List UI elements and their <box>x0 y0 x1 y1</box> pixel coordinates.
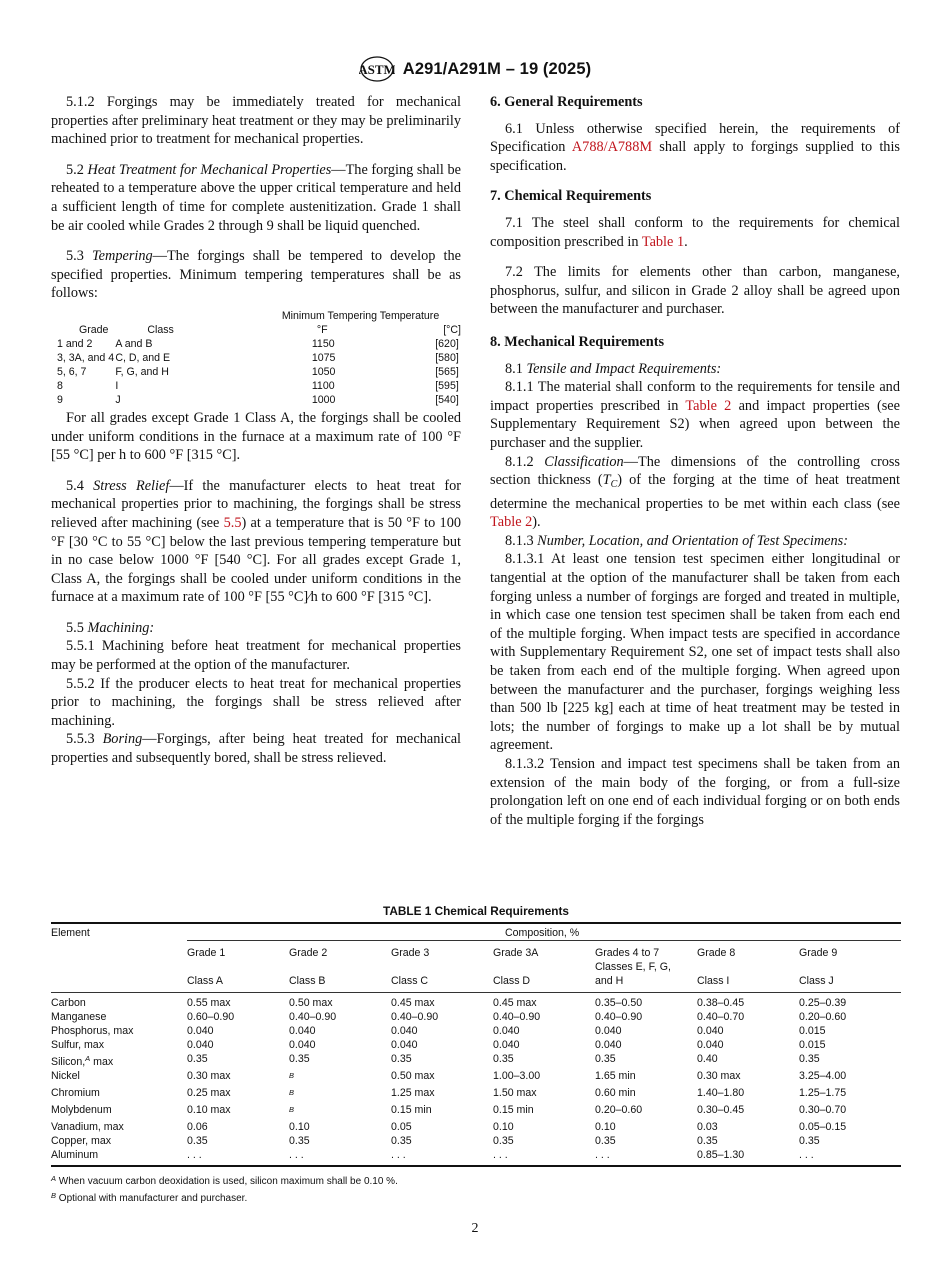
element-name: Sulfur, max <box>51 1039 104 1051</box>
table-row: 9 J 1000 [540] <box>57 393 459 406</box>
tempering-group-header: Minimum Tempering Temperature <box>281 309 440 322</box>
table-row <box>51 1134 901 1148</box>
table-cell: . . . <box>595 1148 697 1166</box>
paragraph-5-5-1: 5.5.1 Machining before heat treatment for mechanical properties may be performed at the option of the manufacturer. <box>51 638 462 674</box>
paragraph-8-1-3-1: 8.1.3.1 At least one tension test specimen either longitudinal or tangential at the option of the manufacturer shall be taken from each forging unless a number of forgings are forged and treated in multiple, in which case one tension test specimen shall be taken from each end of the multiple forging. When impact tests are specified in accordance with Supplementary Requirement S2, one set of impact tests shall also be taken from each end of the multiple forging. When agreed upon between the manufacturer and the purchaser, forgings weighing less than 500 lb [225 kg] each at time of heat treatment may be tested in lots; the number of forgings to make up a lot shall be by mutual agreement. <box>490 551 900 754</box>
table-cell: 0.040 <box>697 1039 724 1051</box>
element-name: Silicon,$^A$ max <box>51 1054 114 1068</box>
table-row <box>51 1024 901 1038</box>
table-cell: 0.35 <box>697 1135 718 1147</box>
section-title: Tempering <box>92 248 153 265</box>
paragraph-6-1: 6.1 Unless otherwise specified herein, the requirements of Specification A788/A788M shall apply to forgings supplied to this specification. <box>490 120 900 174</box>
link-section-5-5[interactable]: 5.5 <box>223 514 242 531</box>
element-name: Manganese <box>51 1011 107 1023</box>
section-heading-7: 7. Chemical Requirements <box>490 188 652 205</box>
table-cell: 0.35 <box>187 1135 208 1147</box>
section-title: Heat Treatment for Mechanical Properties <box>87 161 332 178</box>
table-cell: 0.040 <box>187 1025 214 1037</box>
table-cell: 0.30–0.70 <box>799 1104 847 1116</box>
table-cell: 0.040 <box>289 1025 316 1037</box>
table-cell: 0.040 <box>187 1039 214 1051</box>
paragraph-8-1-2: 8.1.2 Classification—The dimensions of the controlling cross section thickness $(T_C)$ of the forging at the time of heat treatment determine the mechanical properties to be met within each class (see Table 2). <box>490 453 900 531</box>
chemical-requirements-table <box>51 904 901 1205</box>
table-cell: 0.40–0.90 <box>391 1011 439 1023</box>
table-cell: 0.45 max <box>493 997 537 1009</box>
link-a788[interactable]: A788/A788M <box>571 139 653 156</box>
left-column <box>51 93 461 768</box>
page-number: 2 <box>471 1221 479 1236</box>
element-name: Molybdenum <box>51 1104 112 1116</box>
table-cell: 0.10 max <box>187 1104 231 1116</box>
table-cell: 0.040 <box>289 1039 316 1051</box>
table-cell: 0.40–0.90 <box>289 1011 337 1023</box>
table-cell: 0.40 <box>697 1053 718 1065</box>
column-header: °F <box>316 323 328 336</box>
table-row: 5, 6, 7 F, G, and H 1050 [565] <box>57 365 459 378</box>
table-cell: 0.40–0.90 <box>493 1011 541 1023</box>
link-table-2[interactable]: Table 2 <box>490 514 533 531</box>
table-cell: 1.40–1.80 <box>697 1087 745 1099</box>
document-id: A291/A291M – 19 (2025) <box>402 59 592 78</box>
page-header <box>0 54 950 89</box>
table-cell: 0.35 <box>595 1053 616 1065</box>
table-cell: . . . <box>799 1148 901 1166</box>
table-row: 8 I 1100 [595] <box>57 379 459 392</box>
table-cell: 0.10 <box>493 1121 514 1133</box>
table-cell: 0.55 max <box>187 997 231 1009</box>
footnote-a: $^A$ When vacuum carbon deoxidation is used, silicon maximum shall be 0.10 %. <box>51 1174 398 1187</box>
link-table-2[interactable]: Table 2 <box>685 397 732 414</box>
table-cell: . . . <box>289 1148 391 1166</box>
table-cell: B <box>289 1071 295 1080</box>
table-cell: 0.50 max <box>289 997 333 1009</box>
table-cell: 0.03 <box>697 1121 718 1133</box>
table-cell: 0.015 <box>799 1025 826 1037</box>
svg-text:ASTM: ASTM <box>358 62 395 77</box>
table-cell: 1.65 min <box>595 1070 636 1082</box>
paragraph-5-4: 5.4 Stress Relief—If the manufacturer elects to heat treat for mechanical properties prior to machining, the forgings shall be stress relieved after machining (see 5.5) at a temperature that is 50 °F to 100 °F [30 °C to 55 °C] below the last previous tempering temperature but in no case below 1000 °F [540 °C]. For all grades except Grade 1, Class A, the forgings shall be cooled under uniform conditions in the furnace at a maximum rate of 100 °F [55 °C]⁄h to 600 °F [315 °C]. <box>51 477 461 606</box>
table-cell: 0.35 <box>493 1053 514 1065</box>
section-heading-8: 8. Mechanical Requirements <box>490 333 665 350</box>
table-cell: 3.25–4.00 <box>799 1070 847 1082</box>
table-cell: 0.15 min <box>391 1104 432 1116</box>
table-cell: 0.040 <box>595 1025 622 1037</box>
table-cell: 0.20–0.60 <box>799 1011 847 1023</box>
table-cell: 1.50 max <box>493 1087 537 1099</box>
paragraph-5-1-2: 5.1.2 Forgings may be immediately treated for mechanical properties after preliminary heat treatment or they may be preliminarily machined prior to treatment for mechanical properties. <box>51 94 461 148</box>
table-cell: 0.35 <box>391 1053 412 1065</box>
table-cell: 0.35 <box>391 1135 412 1147</box>
element-name: Chromium <box>51 1087 100 1099</box>
paragraph-5-3: 5.3 Tempering—The forgings shall be tempered to develop the specified properties. Minimum tempering temperatures shall be as follows: <box>51 248 462 302</box>
table-cell: 0.45 max <box>391 997 435 1009</box>
table-row <box>51 1069 901 1086</box>
astm-logo-icon <box>359 54 395 84</box>
table-row <box>51 1103 901 1120</box>
table-cell: 0.40–0.70 <box>697 1011 745 1023</box>
table-cell: . . . <box>187 1148 289 1166</box>
paragraph-7-2: 7.2 The limits for elements other than carbon, manganese, phosphorus, sulfur, and silicon in Grade 2 alloy shall be agreed upon between the manufacturer and purchaser. <box>490 264 900 318</box>
table-cell: 0.040 <box>493 1025 520 1037</box>
table-cell: 0.05 <box>391 1121 412 1133</box>
paragraph-8-1-1: 8.1.1 The material shall conform to the requirements for tensile and impact properties prescribed in Table 2 and impact properties (see Supplementary Requirement S2) when agreed upon between the purchaser and the supplier. <box>490 379 900 451</box>
table-row <box>51 1148 901 1166</box>
table-cell: 1.25–1.75 <box>799 1087 847 1099</box>
table-cell: 0.35 <box>289 1135 310 1147</box>
table-cell: 0.50 max <box>391 1070 435 1082</box>
paragraph-5-3-cooling: For all grades except Grade 1 Class A, the forgings shall be cooled under uniform conditions in the furnace at a maximum rate of 100 °F [55 °C] per h to 600 °F [315 °C]. <box>51 409 461 464</box>
paragraph-5-5: 5.5 Machining: <box>66 619 155 636</box>
table-row <box>51 993 901 1011</box>
table-footnotes <box>51 1172 901 1205</box>
table-cell: 0.60 min <box>595 1087 636 1099</box>
section-heading-6: 6. General Requirements <box>490 94 643 110</box>
table-cell: 0.06 <box>187 1121 208 1133</box>
column-header: Class <box>147 323 174 336</box>
section-title: Stress Relief <box>93 477 170 494</box>
paragraph-7-1: 7.1 The steel shall conform to the requirements for chemical composition prescribed in Table 1. <box>490 214 900 250</box>
section-title: Number, Location, and Orientation of Test Specimens: <box>537 532 848 549</box>
column-header: Grade <box>79 323 109 336</box>
element-header: Element <box>51 923 187 941</box>
table-cell: 0.85–1.30 <box>697 1148 799 1166</box>
class-header-row: Class A Class B Class C Class D and H Class I Class J <box>51 974 901 993</box>
section-title: Tensile and Impact Requirements: <box>526 360 722 377</box>
table-cell: 0.25–0.39 <box>799 997 847 1009</box>
link-table-1[interactable]: Table 1 <box>641 233 685 250</box>
composition-header: Composition, % <box>187 923 901 941</box>
table-cell: 0.040 <box>595 1039 622 1051</box>
table-cell: 0.040 <box>493 1039 520 1051</box>
table-cell: 0.38–0.45 <box>697 997 745 1009</box>
table-cell: 0.35 <box>187 1053 208 1065</box>
table-cell: 1.25 max <box>391 1087 435 1099</box>
element-name: Nickel <box>51 1070 80 1082</box>
table-cell: 0.05–0.15 <box>799 1121 847 1133</box>
table-cell: 0.30–0.45 <box>697 1104 745 1116</box>
chem-table <box>51 922 901 1167</box>
paragraph-8-1-3-2: 8.1.3.2 Tension and impact test specimens shall be taken from an extension of the main body of the forging, or from a full-size prolongation left on one end of each individual forging or on both ends of the multiple forging if the forgings <box>490 756 900 828</box>
table-cell: . . . <box>493 1148 595 1166</box>
paragraph-8-1: 8.1 Tensile and Impact Requirements: <box>505 360 722 377</box>
column-header: [°C] <box>443 323 461 336</box>
table-cell: 0.40–0.90 <box>595 1011 643 1023</box>
table-row <box>51 1086 901 1103</box>
element-name: Carbon <box>51 997 86 1009</box>
paragraph-5-5-3: 5.5.3 Boring—Forgings, after being heat treated for mechanical properties and subsequently bored, shall be stress relieved. <box>51 731 462 767</box>
table-cell: 0.015 <box>799 1039 826 1051</box>
element-name: Vanadium, max <box>51 1121 124 1133</box>
table-row: 3, 3A, and 4 C, D, and E 1075 [580] <box>57 351 459 364</box>
table-row <box>51 1120 901 1134</box>
table-cell: 0.10 <box>595 1121 616 1133</box>
table-cell: 0.35 <box>493 1135 514 1147</box>
table-cell: 0.040 <box>697 1025 724 1037</box>
element-name: Copper, max <box>51 1135 112 1147</box>
table-cell: 0.30 max <box>187 1070 231 1082</box>
table-cell: 0.35 <box>595 1135 616 1147</box>
tempering-table <box>51 309 461 407</box>
right-column <box>490 93 900 829</box>
paragraph-5-2: 5.2 Heat Treatment for Mechanical Properties—The forging shall be reheated to a temperature above the upper critical temperature and held a sufficient length of time for complete austenitization. Grade 1 shall be air cooled while Grades 2 through 9 shall be liquid quenched. <box>51 161 461 234</box>
table-cell: 0.20–0.60 <box>595 1104 643 1116</box>
table-row <box>51 1010 901 1024</box>
section-title: Boring <box>102 731 143 748</box>
section-title: Machining: <box>87 619 155 636</box>
table-cell: 0.35 <box>799 1053 820 1065</box>
paragraph-8-1-3: 8.1.3 Number, Location, and Orientation of Test Specimens: <box>505 532 848 549</box>
table-cell: 0.040 <box>391 1039 418 1051</box>
paragraph-5-5-2: 5.5.2 If the producer elects to heat treat for mechanical properties prior to machining, the forgings shall be stress relieved after machining. <box>51 675 462 729</box>
table-cell: 0.35 <box>799 1135 820 1147</box>
table-cell: . . . <box>391 1148 493 1166</box>
table-cell: 0.35–0.50 <box>595 997 643 1009</box>
grade-header-row: Grade 1 Grade 2 Grade 3 Grade 3A Grades 4 to 7 Classes E, F, G, Grade 8 Grade 9 <box>187 947 838 973</box>
table-cell: 0.35 <box>289 1053 310 1065</box>
table-cell: 0.25 max <box>187 1087 231 1099</box>
table-row <box>51 1038 901 1052</box>
table-row <box>51 1052 901 1069</box>
footnote-b: $^B$ Optional with manufacturer and purchaser. <box>51 1190 248 1204</box>
table-title: TABLE 1 Chemical Requirements <box>383 904 569 918</box>
table-cell: B <box>289 1105 295 1114</box>
table-cell: 0.30 max <box>697 1070 741 1082</box>
table-cell: 1.00–3.00 <box>493 1070 541 1082</box>
table-cell: 0.040 <box>391 1025 418 1037</box>
table-cell: 0.15 min <box>493 1104 534 1116</box>
table-cell: B <box>289 1088 295 1097</box>
table-cell: 0.10 <box>289 1121 310 1133</box>
table-cell: 0.60–0.90 <box>187 1011 235 1023</box>
element-name: Aluminum <box>51 1148 187 1166</box>
element-name: Phosphorus, max <box>51 1025 134 1037</box>
table-row: 1 and 2 A and B 1150 [620] <box>57 337 459 350</box>
section-title: Classification <box>544 453 624 470</box>
